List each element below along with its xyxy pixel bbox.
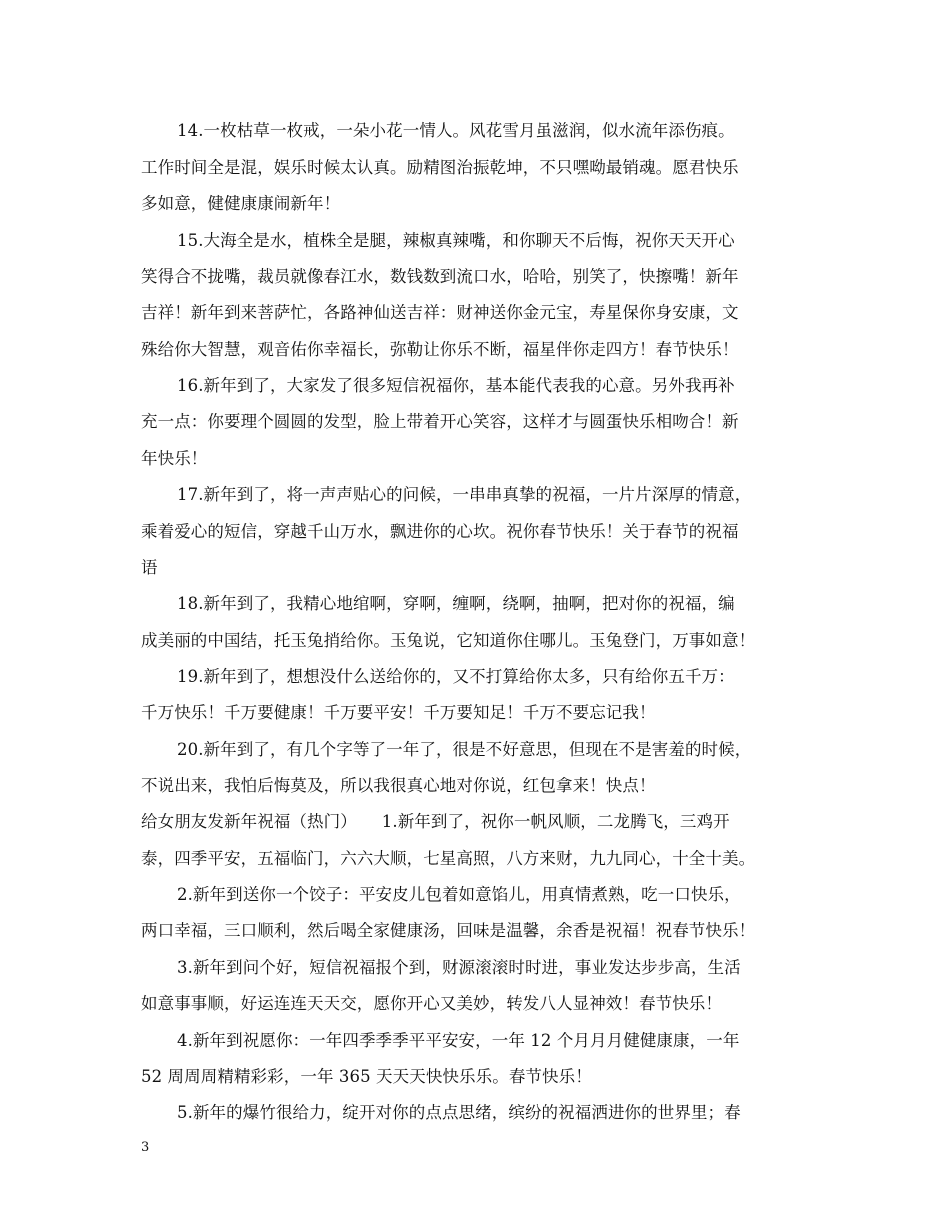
paragraph-line: 4.新年到祝愿你：一年四季季季平平安安，一年 12 个月月月健健康康，一年 bbox=[177, 1031, 740, 1050]
paragraph-line: 17.新年到了，将一声声贴心的问候，一串串真挚的祝福，一片片深厚的情意， bbox=[177, 485, 752, 504]
page-number: 3 bbox=[141, 1140, 150, 1155]
paragraph-line: 如意事事顺，好运连连天天交，愿你开心又美妙，转发八人显神效！春节快乐！ bbox=[141, 994, 722, 1013]
paragraph-line: 18.新年到了，我精心地绾啊，穿啊，缠啊，绕啊，抽啊，把对你的祝福，编 bbox=[177, 594, 735, 613]
paragraph-line: 充一点：你要理个圆圆的发型，脸上带着开心笑容，这样才与圆蛋快乐相吻合！新 bbox=[141, 412, 739, 431]
paragraph-line: 语 bbox=[141, 558, 158, 577]
paragraph-line: 19.新年到了，想想没什么送给你的，又不打算给你太多，只有给你五千万： bbox=[177, 667, 735, 686]
paragraph-line: 殊给你大智慧，观音佑你幸福长，弥勒让你乐不断，福星伴你走四方！春节快乐！ bbox=[141, 340, 739, 359]
paragraph-line: 成美丽的中国结，托玉兔捎给你。玉兔说，它知道你住哪儿。玉兔登门，万事如意！ bbox=[141, 631, 756, 650]
paragraph-line: 2.新年到送你一个饺子：平安皮儿包着如意馅儿，用真情煮熟，吃一口快乐， bbox=[177, 885, 741, 904]
paragraph-line: 20.新年到了，有几个字等了一年了，很是不好意思，但现在不是害羞的时候， bbox=[177, 740, 752, 759]
paragraph-line: 工作时间全是混，娱乐时候太认真。励精图治振乾坤，不只嘿呦最销魂。愿君快乐 bbox=[141, 158, 739, 177]
paragraph-line: 14.一枚枯草一枚戒，一朵小花一情人。风花雪月虽滋润，似水流年添伤痕。 bbox=[177, 121, 735, 140]
paragraph-line: 多如意，健健康康闹新年！ bbox=[141, 194, 341, 213]
paragraph-line: 不说出来，我怕后悔莫及，所以我很真心地对你说，红包拿来！快点！ bbox=[141, 776, 656, 795]
paragraph-line: 两口幸福，三口顺利，然后喝全家健康汤，回味是温馨，余香是祝福！祝春节快乐！ bbox=[141, 921, 756, 940]
paragraph-line: 3.新年到问个好，短信祝福报个到，财源滚滚时时进，事业发达步步高，生活 bbox=[177, 958, 741, 977]
paragraph-line: 16.新年到了，大家发了很多短信祝福你，基本能代表我的心意。另外我再补 bbox=[177, 376, 735, 395]
paragraph-line: 15.大海全是水，植株全是腿，辣椒真辣嘴，和你聊天不后悔，祝你天天开心 bbox=[177, 231, 735, 250]
paragraph-line: 年快乐！ bbox=[141, 449, 208, 468]
paragraph-line: 5.新年的爆竹很给力，绽开对你的点点思绪，缤纷的祝福洒进你的世界里；春 bbox=[177, 1103, 741, 1122]
paragraph-line: 千万快乐！千万要健康！千万要平安！千万要知足！千万不要忘记我！ bbox=[141, 703, 656, 722]
paragraph-line: 52 周周周精精彩彩，一年 365 天天天快快乐乐。春节快乐！ bbox=[141, 1067, 592, 1086]
paragraph-line: 乘着爱心的短信，穿越千山万水，飘进你的心坎。祝你春节快乐！关于春节的祝福 bbox=[141, 522, 739, 541]
paragraph-line: 笑得合不拢嘴，裁员就像春江水，数钱数到流口水，哈哈，别笑了，快擦嘴！新年 bbox=[141, 267, 739, 286]
section-heading-line: 给女朋友发新年祝福（热门） 1.新年到了，祝你一帆风顺，二龙腾飞，三鸡开 bbox=[141, 812, 730, 831]
paragraph-line: 吉祥！新年到来菩萨忙，各路神仙送吉祥：财神送你金元宝，寿星保你身安康，文 bbox=[141, 303, 739, 322]
paragraph-line: 泰，四季平安，五福临门，六六大顺，七星高照，八方来财，九九同心，十全十美。 bbox=[141, 849, 756, 868]
